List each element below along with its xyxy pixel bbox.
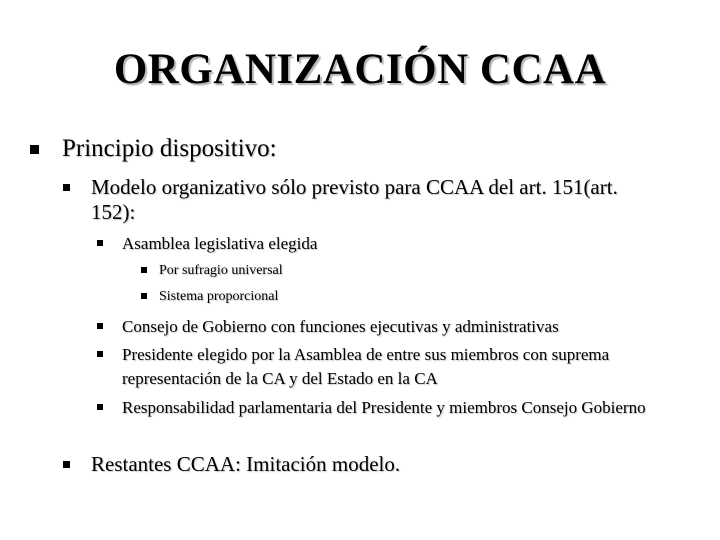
bullet-presidente-elegido — [97, 343, 642, 391]
bullet-text: Sistema proporcional — [159, 289, 279, 304]
bullet-consejo-gobierno — [97, 315, 677, 339]
bullet-text: Presidente elegido por la Asamblea de entre sus miembros con suprema representación de la CA y del Estado en la CA — [122, 345, 610, 388]
bullet-sufragio-universal — [141, 261, 661, 281]
square-bullet-icon — [141, 267, 147, 273]
square-bullet-icon — [97, 323, 103, 329]
bullet-text: Responsabilidad parlamentaria del Presidente y miembros Consejo Gobierno — [122, 398, 646, 417]
bullet-modelo-organizativo — [63, 175, 663, 225]
square-bullet-icon — [141, 293, 147, 299]
square-bullet-icon — [30, 145, 39, 154]
bullet-text: Principio dispositivo: — [62, 135, 277, 162]
bullet-text: Consejo de Gobierno con funciones ejecutivas y administrativas — [122, 317, 559, 336]
bullet-asamblea-legislativa — [97, 232, 677, 256]
square-bullet-icon — [97, 404, 103, 410]
bullet-text: Por sufragio universal — [159, 263, 283, 278]
square-bullet-icon — [63, 461, 70, 468]
bullet-text: Asamblea legislativa elegida — [122, 234, 318, 253]
bullet-restantes-ccaa — [63, 452, 663, 477]
square-bullet-icon — [97, 240, 103, 246]
square-bullet-icon — [97, 351, 103, 357]
bullet-text: Restantes CCAA: Imitación modelo. — [91, 452, 401, 476]
bullet-responsabilidad-parlamentaria — [97, 396, 672, 420]
bullet-text: Modelo organizativo sólo previsto para CCAA del art. 151(art. 152): — [91, 175, 618, 224]
bullet-sistema-proporcional — [141, 287, 661, 307]
square-bullet-icon — [63, 184, 70, 191]
bullet-principio-dispositivo — [30, 134, 690, 164]
slide-title: ORGANIZACIÓN CCAA — [113, 46, 607, 93]
